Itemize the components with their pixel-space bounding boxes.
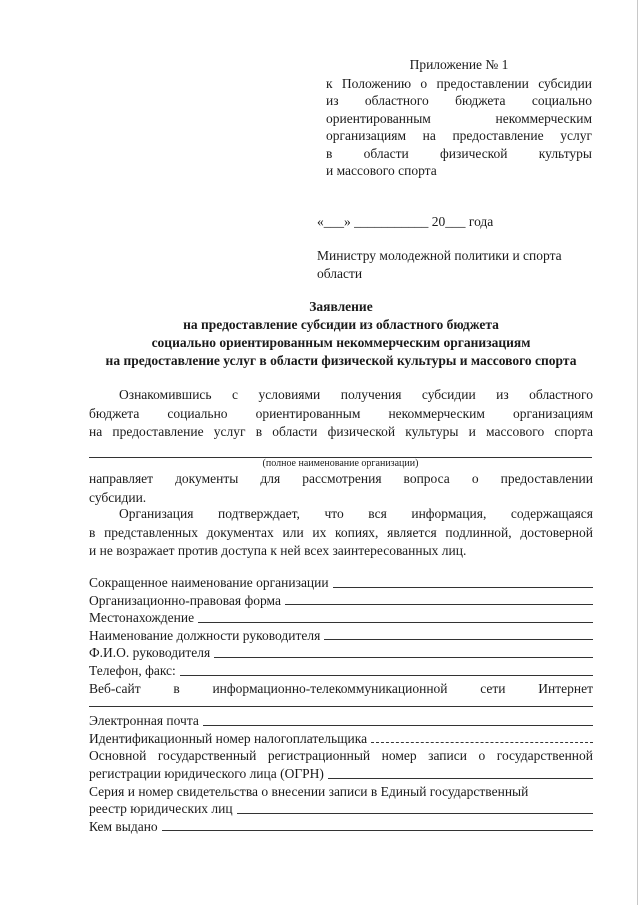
fill-line[interactable] xyxy=(328,777,593,779)
paragraph-line: Организация подтверждает, что вся информация, содержащаяся xyxy=(119,506,593,521)
fill-line[interactable] xyxy=(162,829,593,831)
short-name-field[interactable] xyxy=(89,574,593,592)
field-label: Основной государственный регистрационный номер записи о государственной xyxy=(89,748,593,764)
field-label: Ф.И.О. руководителя xyxy=(89,645,211,661)
appendix-line: к Положению о предоставлении субсидии xyxy=(326,75,592,91)
email-field[interactable] xyxy=(89,712,593,730)
inn-field[interactable] xyxy=(89,730,593,748)
appendix-block xyxy=(326,56,592,180)
fill-line[interactable] xyxy=(198,621,593,623)
fill-line[interactable] xyxy=(285,603,593,605)
field-label: Идентификационный номер налогоплательщика xyxy=(89,730,368,746)
heading-line: на предоставление субсидии из областного бюджета xyxy=(183,317,499,332)
ogrn-field[interactable] xyxy=(89,765,593,783)
head-name-field[interactable] xyxy=(89,644,593,662)
heading-title: Заявление xyxy=(309,299,373,314)
org-full-name-caption: (полное наименование организации) xyxy=(262,458,419,469)
appendix-line: в области физической культуры xyxy=(326,145,592,161)
fill-line[interactable] xyxy=(180,674,593,676)
certificate-field-label xyxy=(89,783,593,801)
website-field xyxy=(89,680,593,698)
ogrn-field-label xyxy=(89,747,593,765)
website-fill-line[interactable] xyxy=(89,705,593,707)
intro-paragraph xyxy=(89,386,593,442)
fill-line[interactable] xyxy=(203,724,593,726)
field-label: регистрации юридического лица (ОГРН) xyxy=(89,765,324,781)
confirmation-paragraph xyxy=(89,505,593,561)
organization-fields xyxy=(89,574,593,835)
field-label: Веб-сайт в информационно-телекоммуникационной сети Интернет xyxy=(89,680,593,696)
field-label: реестр юридических лиц xyxy=(89,801,233,817)
field-label: Организационно-правовая форма xyxy=(89,592,281,608)
scan-edge-line xyxy=(637,0,638,905)
field-label: Телефон, факс: xyxy=(89,662,176,678)
appendix-line: ориентированным некоммерческим xyxy=(326,110,592,126)
document-heading xyxy=(86,298,596,370)
heading-line: социально ориентированным некоммерческим организациям xyxy=(151,335,531,350)
submission-paragraph xyxy=(89,470,593,507)
location-field[interactable] xyxy=(89,609,593,627)
fill-line[interactable] xyxy=(371,741,593,743)
paragraph-line: на предоставление услуг в области физической культуры и массового спорта xyxy=(89,424,593,439)
fill-line[interactable] xyxy=(237,812,593,814)
paragraph-line: бюджета социально ориентированным некоммерческим организациям xyxy=(89,405,593,421)
field-label: Наименование должности руководителя xyxy=(89,627,321,643)
paragraph-line: и не возражает против доступа к ней всех заинтересованных лиц. xyxy=(89,543,467,558)
addressee-line: области xyxy=(317,266,363,281)
issued-by-field[interactable] xyxy=(89,818,593,836)
paragraph-line: субсидии. xyxy=(89,489,147,505)
appendix-line: и массового спорта xyxy=(326,163,437,178)
addressee-block xyxy=(317,247,592,283)
phone-fax-field[interactable] xyxy=(89,662,593,680)
fill-line[interactable] xyxy=(214,656,593,658)
field-label: Электронная почта xyxy=(89,713,199,729)
paragraph-line: направляет документы для рассмотрения вопроса о предоставлении xyxy=(89,471,593,486)
paragraph-line: в представленных документах или их копиях, является подлинной, достоверной xyxy=(89,524,593,540)
fill-line[interactable] xyxy=(324,638,593,640)
certificate-field[interactable] xyxy=(89,800,593,818)
field-label: Серия и номер свидетельства о внесении записи в Единый государственный xyxy=(89,783,529,799)
field-label: Кем выдано xyxy=(89,818,158,834)
head-position-field[interactable] xyxy=(89,627,593,645)
appendix-title: Приложение № 1 xyxy=(409,57,509,72)
appendix-line: организациям на предоставление услуг xyxy=(326,128,592,143)
appendix-line: из областного бюджета социально xyxy=(326,93,592,108)
addressee-line: Министру молодежной политики и спорта xyxy=(317,248,562,263)
heading-line: на предоставление услуг в области физической культуры и массового спорта xyxy=(105,353,577,368)
field-label: Местонахождение xyxy=(89,610,195,626)
paragraph-line: Ознакомившись с условиями получения субсидии из областного xyxy=(119,387,593,402)
legal-form-field[interactable] xyxy=(89,592,593,610)
date-line: «___» ___________ 20___ года xyxy=(317,214,494,229)
fill-line[interactable] xyxy=(333,586,593,588)
field-label: Сокращенное наименование организации xyxy=(89,575,329,590)
